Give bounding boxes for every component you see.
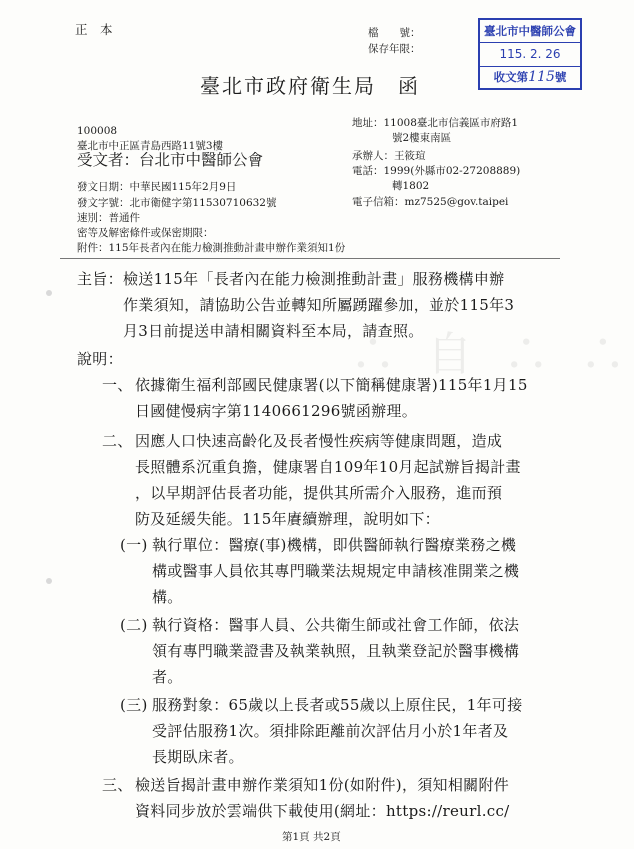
sub3-line-2: 受評估服務1次。須排除距離前次評估月小於1年者及: [152, 722, 509, 740]
background-watermark: ∴ 自 ∴ ∴: [350, 327, 634, 381]
recipient-line: [77, 150, 263, 170]
sub3-line-1: 服務對象：65歲以上長者或55歲以上原住民，1年可接: [152, 696, 523, 714]
item2-line-2: 長照體系沉重負擔，健康署自109年10月起試辦旨揭計畫: [135, 458, 521, 476]
file-number-label: 檔 號：: [368, 27, 421, 39]
item1-number: 一、: [102, 376, 133, 394]
sub1-line-2: 構或醫事人員依其專門職業法規規定申請核准開業之機: [152, 562, 520, 580]
item1-line-2: 日國健慢病字第1140661296號函辦理。: [135, 402, 418, 420]
attachment-label: 附件：: [77, 242, 109, 254]
sender-phone-1: 1999(外縣市02-27208889): [383, 165, 521, 177]
speed-value: 普通件: [108, 212, 140, 224]
item1-line-1: 依據衛生福利部國民健康署(以下簡稱健康署)115年1月15: [135, 376, 528, 394]
sender-address-1: 11008臺北市信義區市府路1: [383, 117, 519, 129]
sender-phone-line: [352, 164, 520, 178]
sender-address-line: [352, 116, 518, 130]
sender-email-line: [352, 195, 508, 209]
binding-hole-top: [46, 290, 52, 296]
recipient-postcode: 100008: [77, 125, 118, 137]
sender-contact-line: [352, 149, 426, 163]
speed-line: [77, 211, 140, 225]
issue-date-label: 發文日期：: [77, 181, 130, 193]
sub1-line-1: 執行單位：醫療(事)機構，即供醫師執行醫療業務之機: [152, 536, 517, 554]
sender-address-label: 地址：: [352, 117, 384, 129]
issue-date: 中華民國115年2月9日: [129, 181, 237, 193]
item2-line-4: 防及延緩失能。115年賡續辦理，說明如下：: [135, 510, 440, 528]
item2-number: 二、: [102, 432, 133, 450]
stamp-org: 臺北市中醫師公會: [480, 20, 580, 43]
item2-line-3: ，以早期評估長者功能，提供其所需介入服務，進而預: [135, 484, 503, 502]
sender-contact-name: 王筱瑄: [394, 150, 426, 162]
header-divider: [60, 258, 560, 259]
page-number: 第1頁 共2頁: [282, 831, 341, 843]
sender-contact-label: 承辦人：: [352, 150, 394, 162]
subject-line-3: 月3日前提送申請相關資料至本局，請查照。: [123, 322, 424, 340]
sub3-number: (三): [120, 696, 148, 714]
recipient-address: 臺北市中正區青島西路11號3樓: [77, 140, 224, 152]
sender-phone-2: 轉1802: [392, 180, 430, 192]
subject-line-2: 作業須知，請協助公告並轉知所屬踴躍參加，並於115年3: [123, 296, 515, 314]
sub2-line-1: 執行資格：醫事人員、公共衛生師或社會工作師，依法: [152, 616, 520, 634]
issue-number: 北市衛健字第11530710632號: [129, 197, 277, 209]
sub2-line-2: 領有專門職業證書及執業執照，且執業登記於醫事機構: [152, 642, 520, 660]
sender-address-2: 號2樓東南區: [392, 132, 452, 144]
sub2-number: (二): [120, 616, 148, 634]
attachment-line: [77, 241, 345, 255]
sender-phone-label: 電話：: [352, 165, 384, 177]
secrecy-label: 密等及解密條件或保密期限：: [77, 227, 214, 239]
subject-line-1: 檢送115年「長者內在能力檢測推動計畫」服務機構申辦: [123, 270, 505, 288]
recipient-label: 受文者：: [77, 151, 140, 169]
issue-number-line: [77, 196, 276, 210]
copy-label: 正 本: [75, 22, 113, 37]
sub1-line-3: 構。: [152, 588, 183, 606]
explanation-label: 說明：: [77, 350, 123, 368]
issue-date-line: [77, 180, 236, 194]
item2-line-1: 因應人口快速高齡化及長者慢性疾病等健康問題，造成: [135, 432, 503, 450]
sender-email-label: 電子信箱：: [352, 196, 405, 208]
stamp-date: 115. 2. 26: [480, 42, 580, 67]
item3-number: 三、: [102, 776, 133, 794]
attachment-value: 115年長者內在能力檢測推動計畫申辦作業須知1份: [108, 242, 346, 254]
stamp-receipt-suffix: 號: [554, 70, 567, 84]
stamp-receipt-number: 115: [528, 69, 555, 85]
subject-label: 主旨：: [77, 270, 123, 288]
sub2-line-3: 者。: [152, 668, 183, 686]
speed-label: 速別：: [77, 212, 109, 224]
sub3-line-3: 長期臥床者。: [152, 748, 244, 766]
recipient-name: 台北市中醫師公會: [139, 151, 264, 169]
binding-hole-bottom: [46, 578, 52, 584]
retention-label: 保存年限：: [368, 43, 421, 55]
item3-line-1: 檢送旨揭計畫申辦作業須知1份(如附件)，須知相關附件: [135, 776, 510, 794]
receipt-stamp: [478, 18, 582, 90]
sub1-number: (一): [120, 536, 148, 554]
stamp-receipt-prefix: 收文第: [493, 70, 529, 84]
document-title: 臺北市政府衛生局 函: [200, 74, 420, 98]
issue-number-label: 發文字號：: [77, 197, 130, 209]
item3-line-2: 資料同步放於雲端供下載使用(網址：https://reurl.cc/: [135, 802, 510, 820]
stamp-receipt: [480, 66, 580, 88]
sender-email: mz7525@gov.taipei: [404, 196, 509, 208]
